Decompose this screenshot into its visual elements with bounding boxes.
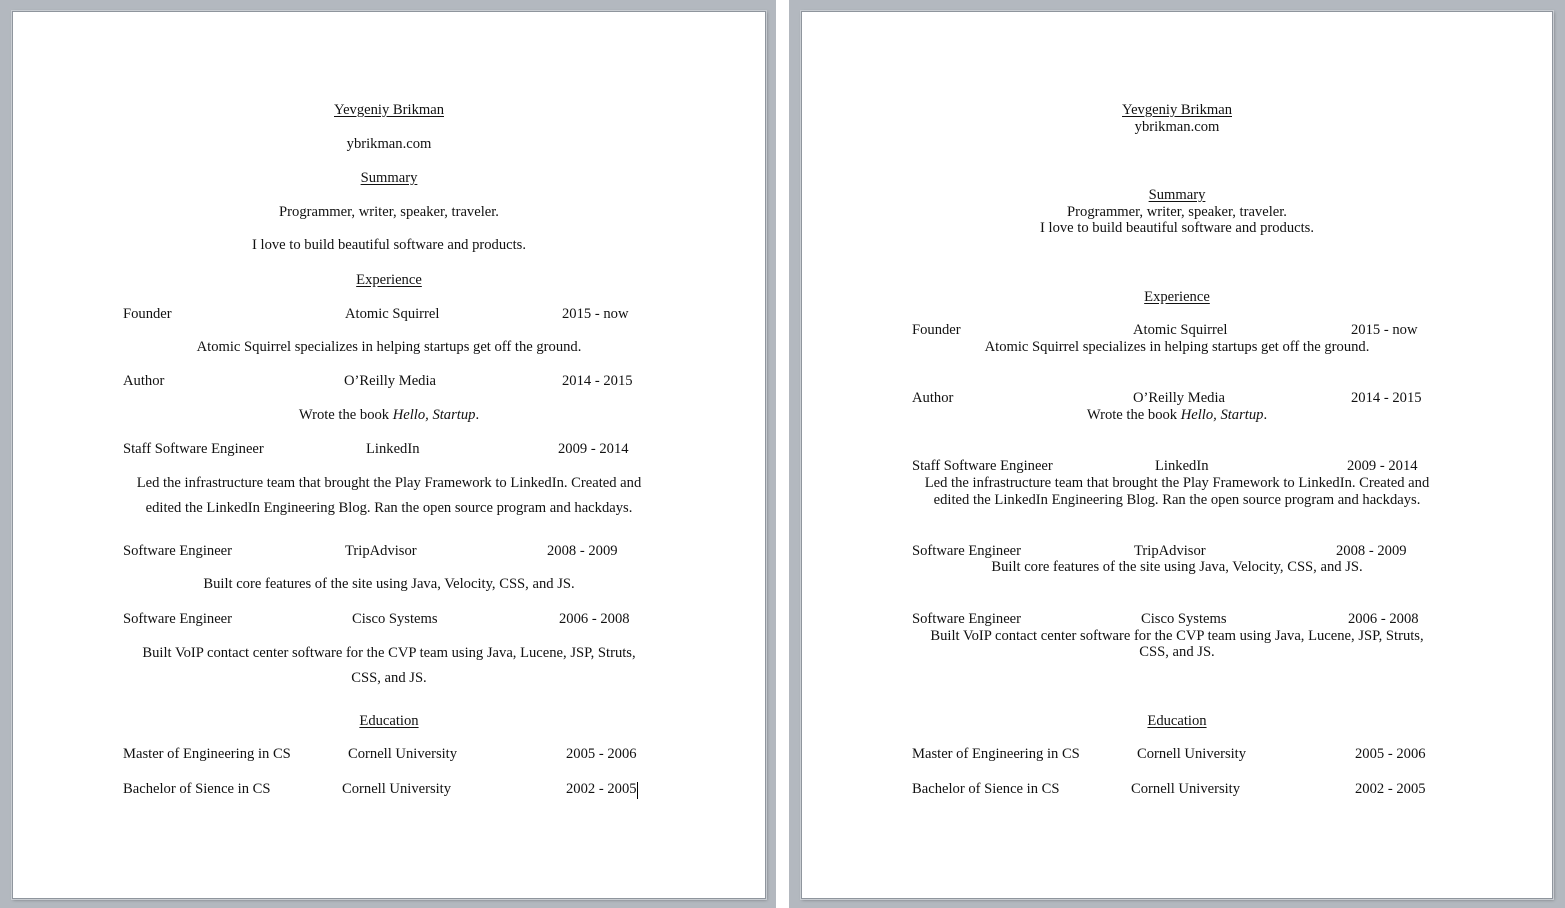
job-company: Cisco Systems (352, 611, 438, 627)
job-dates: 2006 - 2008 (1348, 611, 1419, 627)
job-dates: 2006 - 2008 (559, 611, 630, 627)
job-company: Cisco Systems (1141, 611, 1227, 627)
job-company: LinkedIn (1155, 458, 1209, 474)
job-company: O’Reilly Media (1133, 390, 1226, 406)
job-title: Founder (912, 322, 961, 338)
education-dates: 2002 - 2005 (1355, 781, 1426, 797)
job-description-line-2: CSS, and JS. (1139, 644, 1215, 660)
job-description-line-2: CSS, and JS. (351, 670, 427, 686)
job-title: Software Engineer (912, 611, 1022, 627)
job-description-line-1: Led the infrastructure team that brought the Play Framework to LinkedIn. Created and (924, 475, 1430, 491)
summary-heading: Summary (360, 170, 418, 186)
book-title: Hello, Startup (392, 407, 476, 423)
job-title: Staff Software Engineer (912, 458, 1053, 474)
job-dates: 2015 - now (562, 306, 629, 322)
resume-website: ybrikman.com (346, 136, 432, 152)
text-cursor (637, 782, 638, 799)
page-divider (776, 0, 789, 908)
resume-name: Yevgeniy Brikman (1122, 102, 1232, 118)
education-school: Cornell University (1131, 781, 1241, 797)
paper-sheet-left[interactable] (12, 11, 766, 899)
job-description-prefix: Wrote the book (1086, 407, 1181, 423)
job-company: Atomic Squirrel (345, 306, 440, 322)
job-company: TripAdvisor (1134, 543, 1206, 559)
education-degree: Bachelor of Sience in CS (123, 781, 271, 797)
job-description: Atomic Squirrel specializes in helping startups get off the ground. (984, 339, 1370, 355)
job-dates: 2014 - 2015 (1351, 390, 1422, 406)
education-degree: Master of Engineering in CS (912, 746, 1080, 762)
job-title: Staff Software Engineer (123, 441, 264, 457)
job-description: Atomic Squirrel specializes in helping startups get off the ground. (196, 339, 582, 355)
summary-heading: Summary (1148, 187, 1206, 203)
job-dates: 2009 - 2014 (1347, 458, 1418, 474)
job-description-line-1: Built VoIP contact center software for the CVP team using Java, Lucene, JSP, Struts, (930, 628, 1424, 644)
job-description: Built core features of the site using Java, Velocity, CSS, and JS. (991, 559, 1363, 575)
education-dates: 2002 - 2005 (566, 781, 637, 797)
book-title: Hello, Startup (1180, 407, 1264, 423)
education-heading: Education (1147, 713, 1207, 729)
job-description: Built core features of the site using Java, Velocity, CSS, and JS. (203, 576, 575, 592)
education-school: Cornell University (342, 781, 452, 797)
job-dates: 2014 - 2015 (562, 373, 633, 389)
job-company: O’Reilly Media (344, 373, 437, 389)
job-description-suffix: . (1263, 407, 1268, 423)
job-company: Atomic Squirrel (1133, 322, 1228, 338)
job-company: LinkedIn (366, 441, 420, 457)
summary-line-1: Programmer, writer, speaker, traveler. (279, 204, 499, 220)
experience-heading: Experience (1144, 289, 1210, 305)
job-dates: 2015 - now (1351, 322, 1418, 338)
resume-website: ybrikman.com (1134, 119, 1220, 135)
job-description-suffix: . (475, 407, 480, 423)
job-description-prefix: Wrote the book (298, 407, 393, 423)
job-description (13, 407, 765, 424)
job-description-line-2: edited the LinkedIn Engineering Blog. Ran the open source program and hackdays. (933, 492, 1421, 508)
job-dates: 2008 - 2009 (547, 543, 618, 559)
education-degree: Bachelor of Sience in CS (912, 781, 1060, 797)
document-page-left (0, 0, 776, 908)
job-company: TripAdvisor (345, 543, 417, 559)
job-title: Author (912, 390, 954, 406)
job-description-line-2: edited the LinkedIn Engineering Blog. Ran the open source program and hackdays. (145, 500, 633, 516)
education-heading: Education (359, 713, 419, 729)
education-dates: 2005 - 2006 (1355, 746, 1426, 762)
summary-line-1: Programmer, writer, speaker, traveler. (1067, 204, 1287, 220)
education-school: Cornell University (348, 746, 458, 762)
summary-line-2: I love to build beautiful software and products. (252, 237, 526, 253)
job-title: Software Engineer (123, 611, 233, 627)
job-dates: 2008 - 2009 (1336, 543, 1407, 559)
education-school: Cornell University (1137, 746, 1247, 762)
job-description-line-1: Led the infrastructure team that brought the Play Framework to LinkedIn. Created and (136, 475, 642, 491)
job-title: Software Engineer (123, 543, 233, 559)
summary-line-2: I love to build beautiful software and products. (1040, 220, 1314, 236)
education-dates: 2005 - 2006 (566, 746, 637, 762)
experience-heading: Experience (356, 272, 422, 288)
resume-name: Yevgeniy Brikman (334, 102, 444, 118)
document-page-right (789, 0, 1565, 908)
job-title: Author (123, 373, 165, 389)
job-title: Founder (123, 306, 172, 322)
job-title: Software Engineer (912, 543, 1022, 559)
job-dates: 2009 - 2014 (558, 441, 629, 457)
paper-sheet-right[interactable] (801, 11, 1553, 899)
job-description-line-1: Built VoIP contact center software for the CVP team using Java, Lucene, JSP, Struts, (142, 645, 636, 661)
job-description (802, 407, 1552, 424)
education-degree: Master of Engineering in CS (123, 746, 291, 762)
